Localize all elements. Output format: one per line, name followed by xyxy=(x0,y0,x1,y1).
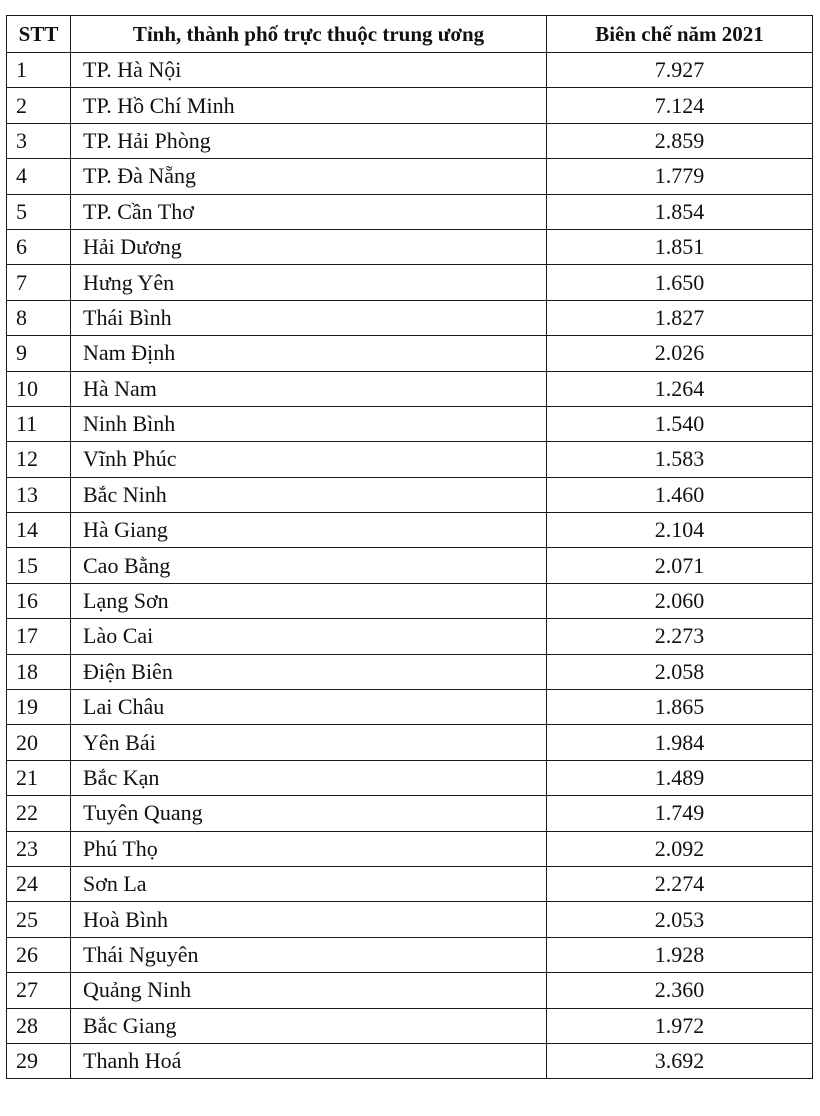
table-row xyxy=(7,159,813,194)
cell-stt: 2 xyxy=(7,88,71,123)
cell-province: Bắc Ninh xyxy=(71,477,547,512)
cell-province: Yên Bái xyxy=(71,725,547,760)
cell-province: Hà Giang xyxy=(71,513,547,548)
table-row xyxy=(7,654,813,689)
cell-province: Vĩnh Phúc xyxy=(71,442,547,477)
cell-stt: 20 xyxy=(7,725,71,760)
cell-stt: 21 xyxy=(7,760,71,795)
cell-province: Lai Châu xyxy=(71,690,547,725)
cell-stt: 8 xyxy=(7,300,71,335)
cell-province: Hà Nam xyxy=(71,371,547,406)
cell-province: Thái Bình xyxy=(71,300,547,335)
table-row xyxy=(7,53,813,88)
cell-staffing-value: 1.851 xyxy=(547,229,813,264)
cell-province: Bắc Kạn xyxy=(71,760,547,795)
cell-province: Cao Bằng xyxy=(71,548,547,583)
table-header-row xyxy=(7,16,813,53)
cell-province: Lào Cai xyxy=(71,619,547,654)
cell-staffing-value: 1.489 xyxy=(547,760,813,795)
table-row xyxy=(7,371,813,406)
table-row xyxy=(7,902,813,937)
cell-staffing-value: 1.650 xyxy=(547,265,813,300)
cell-province: Sơn La xyxy=(71,866,547,901)
table-row xyxy=(7,796,813,831)
cell-stt: 23 xyxy=(7,831,71,866)
cell-stt: 15 xyxy=(7,548,71,583)
cell-stt: 4 xyxy=(7,159,71,194)
cell-staffing-value: 1.779 xyxy=(547,159,813,194)
cell-stt: 25 xyxy=(7,902,71,937)
table-row xyxy=(7,725,813,760)
cell-stt: 22 xyxy=(7,796,71,831)
cell-staffing-value: 2.071 xyxy=(547,548,813,583)
cell-staffing-value: 2.092 xyxy=(547,831,813,866)
cell-staffing-value: 2.026 xyxy=(547,336,813,371)
table-row xyxy=(7,831,813,866)
table-row xyxy=(7,88,813,123)
table-row xyxy=(7,265,813,300)
table-row xyxy=(7,194,813,229)
cell-province: Hưng Yên xyxy=(71,265,547,300)
table-row xyxy=(7,1008,813,1043)
table-row xyxy=(7,123,813,158)
cell-province: Quảng Ninh xyxy=(71,973,547,1008)
table-row xyxy=(7,1043,813,1078)
cell-staffing-value: 2.060 xyxy=(547,583,813,618)
table-row xyxy=(7,336,813,371)
cell-stt: 1 xyxy=(7,53,71,88)
staffing-table-container xyxy=(6,15,813,1079)
cell-province: TP. Hồ Chí Minh xyxy=(71,88,547,123)
table-row xyxy=(7,406,813,441)
cell-stt: 19 xyxy=(7,690,71,725)
cell-province: Ninh Bình xyxy=(71,406,547,441)
cell-stt: 14 xyxy=(7,513,71,548)
table-row xyxy=(7,477,813,512)
cell-staffing-value: 1.540 xyxy=(547,406,813,441)
cell-province: Phú Thọ xyxy=(71,831,547,866)
cell-staffing-value: 7.124 xyxy=(547,88,813,123)
cell-staffing-value: 1.854 xyxy=(547,194,813,229)
table-row xyxy=(7,513,813,548)
cell-stt: 12 xyxy=(7,442,71,477)
cell-staffing-value: 1.984 xyxy=(547,725,813,760)
cell-stt: 11 xyxy=(7,406,71,441)
cell-stt: 7 xyxy=(7,265,71,300)
cell-staffing-value: 1.583 xyxy=(547,442,813,477)
cell-stt: 27 xyxy=(7,973,71,1008)
header-province: Tỉnh, thành phố trực thuộc trung ương xyxy=(71,16,547,53)
cell-province: Hải Dương xyxy=(71,229,547,264)
cell-province: Thái Nguyên xyxy=(71,937,547,972)
cell-stt: 16 xyxy=(7,583,71,618)
cell-staffing-value: 7.927 xyxy=(547,53,813,88)
header-staffing-2021: Biên chế năm 2021 xyxy=(547,16,813,53)
cell-province: Tuyên Quang xyxy=(71,796,547,831)
cell-stt: 24 xyxy=(7,866,71,901)
cell-staffing-value: 1.865 xyxy=(547,690,813,725)
cell-stt: 3 xyxy=(7,123,71,158)
cell-staffing-value: 2.058 xyxy=(547,654,813,689)
cell-stt: 10 xyxy=(7,371,71,406)
cell-province: TP. Cần Thơ xyxy=(71,194,547,229)
table-row xyxy=(7,690,813,725)
cell-stt: 29 xyxy=(7,1043,71,1078)
cell-province: TP. Hà Nội xyxy=(71,53,547,88)
table-row xyxy=(7,583,813,618)
table-row xyxy=(7,937,813,972)
cell-stt: 6 xyxy=(7,229,71,264)
cell-staffing-value: 1.749 xyxy=(547,796,813,831)
cell-province: TP. Đà Nẵng xyxy=(71,159,547,194)
table-row xyxy=(7,866,813,901)
cell-province: Bắc Giang xyxy=(71,1008,547,1043)
cell-province: Hoà Bình xyxy=(71,902,547,937)
cell-staffing-value: 2.859 xyxy=(547,123,813,158)
table-row xyxy=(7,619,813,654)
cell-staffing-value: 1.972 xyxy=(547,1008,813,1043)
cell-staffing-value: 2.273 xyxy=(547,619,813,654)
cell-stt: 26 xyxy=(7,937,71,972)
cell-province: Nam Định xyxy=(71,336,547,371)
cell-province: Thanh Hoá xyxy=(71,1043,547,1078)
cell-province: Lạng Sơn xyxy=(71,583,547,618)
cell-staffing-value: 1.264 xyxy=(547,371,813,406)
table-row xyxy=(7,442,813,477)
staffing-table xyxy=(6,15,813,1079)
cell-staffing-value: 1.460 xyxy=(547,477,813,512)
cell-stt: 28 xyxy=(7,1008,71,1043)
cell-stt: 18 xyxy=(7,654,71,689)
cell-province: Điện Biên xyxy=(71,654,547,689)
table-row xyxy=(7,229,813,264)
cell-staffing-value: 1.928 xyxy=(547,937,813,972)
table-row xyxy=(7,760,813,795)
cell-stt: 9 xyxy=(7,336,71,371)
cell-stt: 13 xyxy=(7,477,71,512)
header-stt: STT xyxy=(7,16,71,53)
cell-stt: 5 xyxy=(7,194,71,229)
table-row xyxy=(7,300,813,335)
cell-staffing-value: 2.104 xyxy=(547,513,813,548)
table-row xyxy=(7,973,813,1008)
cell-staffing-value: 2.053 xyxy=(547,902,813,937)
cell-stt: 17 xyxy=(7,619,71,654)
cell-staffing-value: 2.274 xyxy=(547,866,813,901)
table-row xyxy=(7,548,813,583)
cell-staffing-value: 2.360 xyxy=(547,973,813,1008)
cell-staffing-value: 1.827 xyxy=(547,300,813,335)
table-body xyxy=(7,53,813,1079)
cell-province: TP. Hải Phòng xyxy=(71,123,547,158)
cell-staffing-value: 3.692 xyxy=(547,1043,813,1078)
